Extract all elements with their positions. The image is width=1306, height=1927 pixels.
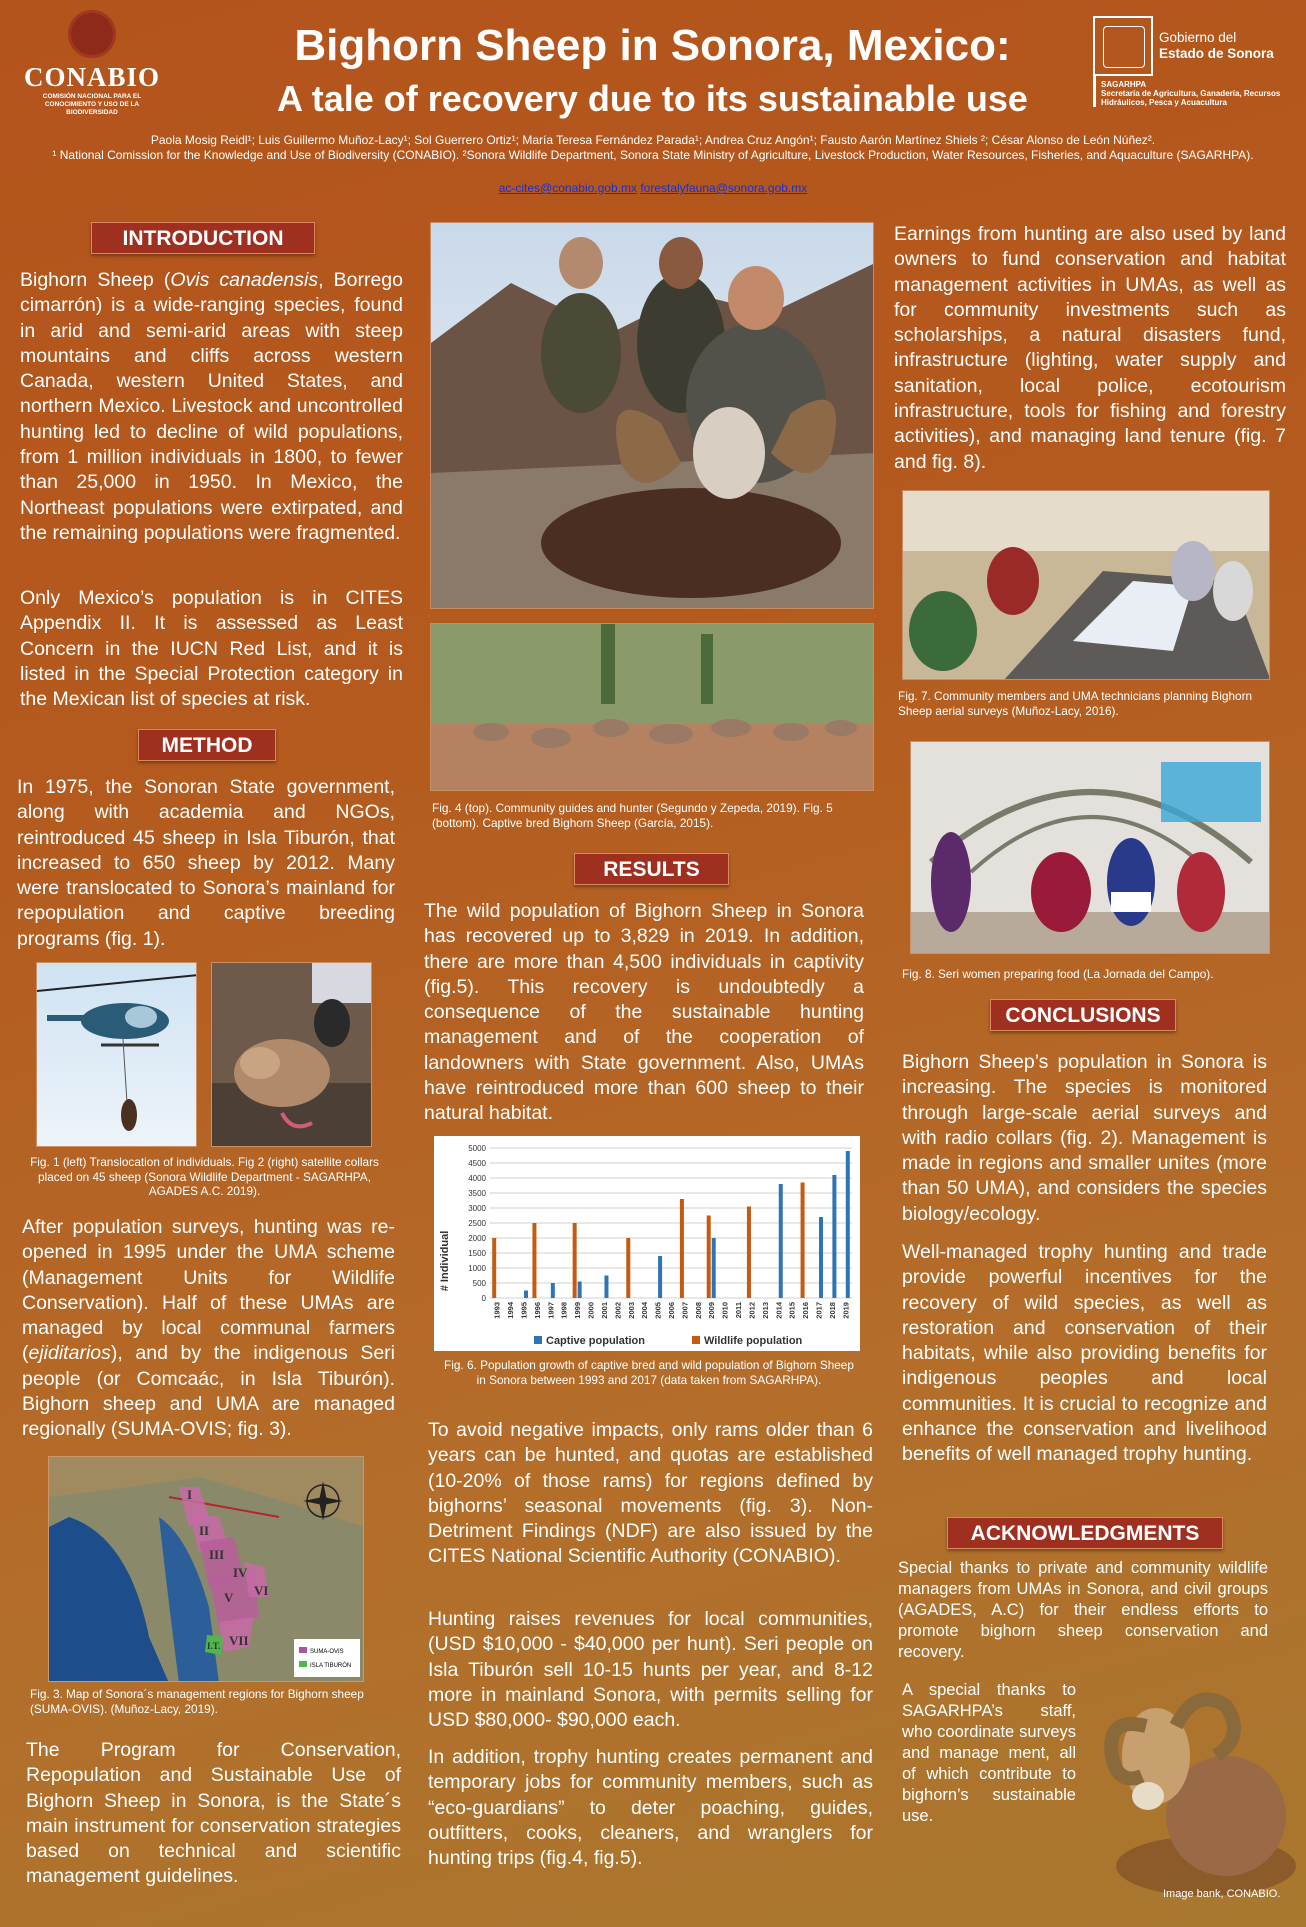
poster-title bbox=[190, 20, 1115, 124]
conclusions-heading: CONCLUSIONS bbox=[990, 999, 1176, 1031]
map-region-label: III bbox=[209, 1547, 225, 1562]
chart-x-tick-label: 2017 bbox=[814, 1302, 824, 1319]
legend-label-captive: Captive population bbox=[546, 1335, 645, 1347]
fig3-caption: Fig. 3. Map of Sonora´s management regions for Bighorn sheep (SUMA-OVIS). (Muñoz-Lacy, 2019). bbox=[30, 1687, 364, 1716]
fig8-caption: Fig. 8. Seri women preparing food (La Jornada del Campo). bbox=[902, 967, 1214, 981]
wildlife-population-bar bbox=[680, 1199, 684, 1298]
image-bank-credit: Image bank, CONABIO. bbox=[1163, 1888, 1281, 1900]
map-legend-tiburon: ISLA TIBURÓN bbox=[310, 1663, 352, 1669]
sonora-emblem-icon bbox=[1093, 16, 1153, 76]
results-paragraph-4: In addition, trophy hunting creates permanent and temporary jobs for community members, such as “eco-guardians” to deter poaching, guides, outfitters, cooks, cleaners, and wranglers for hunting trips (fig.4, fig.5). bbox=[428, 1746, 873, 1870]
chart-x-tick-label: 1999 bbox=[573, 1302, 583, 1319]
chart-x-tick-label: 2006 bbox=[667, 1302, 676, 1319]
fig7-meeting-photo bbox=[902, 490, 1270, 680]
ejiditarios-term: ejiditarios bbox=[28, 1342, 111, 1365]
chart-y-tick-label: 0 bbox=[481, 1294, 486, 1303]
chart-y-tick-label: 2500 bbox=[468, 1219, 486, 1228]
fig1-2-caption: Fig. 1 (left) Translocation of individuals. Fig 2 (right) satellite collars placed on 45 sheep (Sonora Wildlife Department - SAGARHPA, AGADES A.C. 2019). bbox=[30, 1155, 379, 1198]
wildlife-population-bar bbox=[626, 1238, 630, 1298]
legend-swatch-captive bbox=[534, 1336, 542, 1344]
fig2-collar-photo bbox=[211, 962, 372, 1147]
title-line-1: Bighorn Sheep in Sonora, Mexico: bbox=[294, 21, 1011, 70]
results-paragraph-2: To avoid negative impacts, only rams older than 6 years can be hunted, and quotas are established (10-20% of those rams) for regions defined by bighorns’ seasonal movements (fig. 3). Non-Detriment Findings (NDF) are also issued by the CITES National Scientific Authority (CONABIO). bbox=[428, 1419, 873, 1568]
conabio-logo-subtitle: COMISIÓN NACIONAL PARA EL CONOCIMIENTO Y USO DE LA BIODIVERSIDAD bbox=[42, 93, 142, 116]
captive-population-bar bbox=[604, 1276, 608, 1299]
chart-x-tick-label: 2001 bbox=[599, 1302, 609, 1319]
authors-block bbox=[40, 133, 1266, 163]
chart-x-tick-label: 1997 bbox=[546, 1302, 556, 1319]
introduction-paragraph-2: Only Mexico’s population is in CITES Appendix II. It is assessed as Least Concern in the IUCN Red List, and it is listed in the Special Protection category in the Mexican list of species at risk. bbox=[20, 587, 403, 711]
conabio-logo-name: CONABIO bbox=[23, 62, 160, 92]
fig8-seri-women-photo bbox=[910, 741, 1270, 954]
chart-x-tick-label: 2013 bbox=[760, 1302, 770, 1319]
chart-x-tick-label: 2011 bbox=[734, 1302, 744, 1319]
wildlife-population-bar bbox=[492, 1238, 496, 1298]
wildlife-population-bar bbox=[707, 1216, 711, 1299]
captive-population-bar bbox=[578, 1282, 582, 1299]
captive-population-bar bbox=[846, 1151, 850, 1298]
captive-population-bar bbox=[712, 1238, 716, 1298]
bighorn-ram-photo bbox=[1086, 1666, 1298, 1901]
fig3-management-map bbox=[48, 1456, 364, 1682]
chart-x-tick-label: 1995 bbox=[519, 1302, 529, 1319]
captive-population-bar bbox=[551, 1283, 555, 1298]
results-heading: RESULTS bbox=[574, 853, 729, 885]
conclusions-paragraph-1: Bighorn Sheep’s population in Sonora is increasing. The species is monitored through large-scale aerial surveys and with radio collars (fig. 2). Management is made in regions and smaller unites (more than 50 UMA), and considers the species biology/ecology. bbox=[902, 1051, 1267, 1225]
chart-x-tick-label: 2004 bbox=[640, 1302, 650, 1319]
chart-x-tick-label: 2000 bbox=[586, 1302, 596, 1319]
chart-x-tick-label: 2009 bbox=[707, 1302, 717, 1319]
map-region-label: VII bbox=[229, 1633, 249, 1648]
chart-x-tick-label: 1998 bbox=[559, 1302, 569, 1319]
intro-text-b: , Borrego cimarrón) is a wide-ranging species, found in arid and semi-arid areas with steep mountains and cliffs across western Canada, western United States, and northern Mexico. Livestock and uncontrolled hunting led to decline of wild populations, from 1 million individuals in 1800, to fewer than 25,000 in 1950. In Mexico, the Northeast populations were extirpated, and the remaining populations were fragmented. bbox=[20, 269, 403, 544]
map-region-label: II bbox=[199, 1523, 210, 1538]
chart-x-tick-label: 1996 bbox=[532, 1302, 542, 1319]
sonora-government-logo bbox=[1093, 16, 1303, 107]
acknowledgments-heading: ACKNOWLEDGMENTS bbox=[947, 1517, 1223, 1549]
results-paragraph-3: Hunting raises revenues for local communities, (USD $10,000 - $40,000 per hunt). Seri people on Isla Tiburón sell 10-15 hunts per year, and 8-12 more in mainland Sonora, with permits selling for USD $80,000- $90,000 each. bbox=[428, 1608, 873, 1732]
chart-y-tick-label: 500 bbox=[472, 1279, 486, 1288]
email-link-conabio[interactable]: ac-cites@conabio.gob.mx bbox=[498, 181, 637, 195]
sagarhpa-subtitle: Secretaría de Agricultura, Ganadería, Recursos Hidráulicos, Pesca y Acuacultura bbox=[1101, 89, 1281, 107]
introduction-heading: INTRODUCTION bbox=[91, 222, 315, 254]
acknowledgments-paragraph-2: A special thanks to SAGARHPA’s staff, who coordinate surveys and manage ment, all of which contribute to bighorn’s sustainable use. bbox=[902, 1681, 1076, 1825]
chart-y-tick-label: 1000 bbox=[468, 1264, 486, 1273]
legend-swatch-wild bbox=[692, 1336, 700, 1344]
introduction-paragraph-1 bbox=[20, 268, 403, 546]
captive-population-bar bbox=[832, 1175, 836, 1298]
method-paragraph-3: The Program for Conservation, Repopulation and Sustainable Use of Bighorn Sheep in Sonora, is the State´s main instrument for conservation strategies based on technical and scientific management guidelines. bbox=[26, 1739, 401, 1888]
chart-x-tick-label: 2019 bbox=[841, 1302, 851, 1319]
method-paragraph-2 bbox=[22, 1215, 395, 1443]
chart-x-tick-label: 2010 bbox=[720, 1302, 730, 1319]
email-link-sonora[interactable]: forestalyfauna@sonora.gob.mx bbox=[640, 181, 808, 195]
captive-population-bar bbox=[819, 1217, 823, 1298]
sagarhpa-name: SAGARHPA bbox=[1101, 80, 1147, 89]
method-heading: METHOD bbox=[138, 729, 276, 761]
results-paragraph-1: The wild population of Bighorn Sheep in Sonora has recovered up to 3,829 in 2019. In addition, there are more than 4,500 individuals in captivity (fig.5). This recovery is undoubtedly a consequence of the sustainable hunting management and of the cooperation of landowners with State government. Also, UMAs have reintroduced more than 600 sheep to their natural habitat. bbox=[424, 900, 864, 1125]
fig4-5-caption: Fig. 4 (top). Community guides and hunter (Segundo y Zepeda, 2019). Fig. 5 (bottom). Captive bred Bighorn Sheep (García, 2015). bbox=[432, 801, 833, 830]
fig6-caption: Fig. 6. Population growth of captive bred and wild population of Bighorn Sheep in Sonora between 1993 and 2017 (data taken from SAGARHPA). bbox=[444, 1358, 854, 1387]
fig5-captive-sheep-photo bbox=[430, 623, 874, 791]
chart-x-tick-label: 2014 bbox=[774, 1302, 784, 1319]
captive-population-bar bbox=[779, 1184, 783, 1298]
chart-y-tick-label: 3500 bbox=[468, 1189, 486, 1198]
chart-y-axis-label: # Individual bbox=[439, 1230, 451, 1292]
legend-label-wild: Wildlife population bbox=[704, 1335, 803, 1347]
wildlife-population-bar bbox=[747, 1207, 751, 1299]
chart-x-tick-label: 2015 bbox=[787, 1302, 797, 1319]
chart-x-tick-label: 1994 bbox=[506, 1302, 516, 1319]
chart-x-tick-label: 2016 bbox=[801, 1302, 811, 1319]
chart-x-tick-label: 1993 bbox=[492, 1302, 502, 1319]
wildlife-population-bar bbox=[801, 1183, 805, 1299]
scientific-name: Ovis canadensis bbox=[170, 269, 319, 291]
map-legend-suma: SUMA-OVIS bbox=[310, 1649, 344, 1655]
method-text-a: After population surveys, hunting was re-opened in 1995 under the UMA scheme (Management Units for Wildlife Conservation). Half of these UMAs are managed by local communal farmers ( bbox=[22, 1216, 395, 1365]
contact-emails bbox=[40, 181, 1266, 195]
captive-population-bar bbox=[658, 1256, 662, 1298]
gov-name-line2: Estado de Sonora bbox=[1159, 46, 1274, 61]
fig7-caption: Fig. 7. Community members and UMA technicians planning Bighorn Sheep aerial surveys (Muñoz-Lacy, 2016). bbox=[898, 689, 1253, 718]
map-region-label: V bbox=[224, 1590, 234, 1605]
map-region-label: IV bbox=[233, 1565, 248, 1580]
fig4-hunters-photo bbox=[430, 222, 874, 609]
fig6-population-chart bbox=[434, 1136, 860, 1351]
chart-x-tick-label: 2007 bbox=[680, 1302, 690, 1319]
sagarhpa-label bbox=[1093, 76, 1303, 107]
wildlife-population-bar bbox=[573, 1223, 577, 1298]
acknowledgments-paragraph-1: Special thanks to private and community wildlife managers from UMAs in Sonora, and civil groups (AGADES, A.C) for their endless efforts to promote bighorn sheep conservation and recovery. bbox=[898, 1559, 1268, 1661]
chart-legend bbox=[534, 1335, 803, 1347]
chart-y-tick-label: 4500 bbox=[468, 1159, 486, 1168]
chart-y-tick-label: 2000 bbox=[468, 1234, 486, 1243]
fig1-helicopter-photo bbox=[36, 962, 197, 1147]
intro-text-a: Bighorn Sheep ( bbox=[20, 269, 171, 291]
chart-x-tick-label: 2002 bbox=[613, 1302, 623, 1319]
chart-x-tick-label: 2012 bbox=[747, 1302, 757, 1319]
author-list: Paola Mosig Reidl¹; Luis Guillermo Muñoz-Lacy¹; Sol Guerrero Ortiz¹; María Teresa Fernández Parada¹; Andrea Cruz Angón¹; Fausto Aarón Martínez Shiels ²; César Alonso de León Núñez². bbox=[150, 133, 1156, 147]
right-paragraph-1: Earnings from hunting are also used by land owners to fund conservation and habitat management activities in UMAs, as well as for community investments such as scholarships, a natural disasters fund, infrastructure (lighting, water supply and sanitation, local police, ecotourism infrastructure, tools for fishing and forestry activities), and managing land tenure (fig. 7 and fig. 8). bbox=[894, 223, 1286, 473]
method-text-b: ), and by the indigenous Seri people (or Comcaác, in Isla Tiburón). Bighorn sheep and UMA are managed regionally (SUMA-OVIS; fig. 3). bbox=[22, 1342, 395, 1441]
chart-y-tick-label: 3000 bbox=[468, 1204, 486, 1213]
affiliations: ¹ National Comission for the Knowledge and Use of Biodiversity (CONABIO). ²Sonora Wildlife Department, Sonora State Ministry of Agriculture, Livestock Production, Water Resources, Fisheries, and Aquaculture (SAGARHPA). bbox=[52, 148, 1254, 162]
chart-x-tick-label: 2018 bbox=[827, 1302, 837, 1319]
map-region-label: I bbox=[187, 1487, 193, 1502]
conabio-seal-icon bbox=[68, 10, 116, 58]
method-paragraph-1: In 1975, the Sonoran State government, along with academia and NGOs, reintroduced 45 sheep in Isla Tiburón, that increased to 650 sheep by 2012. Many were translocated to Sonora’s mainland for repopulation and captive breeding programs (fig. 1). bbox=[17, 776, 395, 950]
chart-y-tick-label: 1500 bbox=[468, 1249, 486, 1258]
chart-x-tick-label: 2005 bbox=[653, 1302, 663, 1319]
chart-x-tick-label: 2008 bbox=[693, 1302, 703, 1319]
map-region-label: I.T. bbox=[207, 1641, 221, 1651]
chart-y-tick-label: 5000 bbox=[468, 1144, 486, 1153]
chart-y-tick-label: 4000 bbox=[468, 1174, 486, 1183]
chart-x-tick-label: 2003 bbox=[626, 1302, 636, 1319]
conclusions-paragraph-2: Well-managed trophy hunting and trade provide powerful incentives for the recovery of wild species, as well as restoration and conservation of their habitats, while also providing benefits for indigenous peoples and local communities. It is crucial to recognize and enhance the conservation and livelihood benefits of well managed trophy hunting. bbox=[902, 1241, 1267, 1466]
conabio-logo bbox=[22, 10, 162, 117]
gov-name-line1: Gobierno del bbox=[1159, 30, 1237, 45]
wildlife-population-bar bbox=[532, 1223, 536, 1298]
captive-population-bar bbox=[524, 1291, 528, 1299]
title-line-2: A tale of recovery due to its sustainable use bbox=[277, 78, 1028, 119]
population-chart-svg bbox=[434, 1136, 860, 1351]
map-region-label: VI bbox=[254, 1583, 269, 1598]
